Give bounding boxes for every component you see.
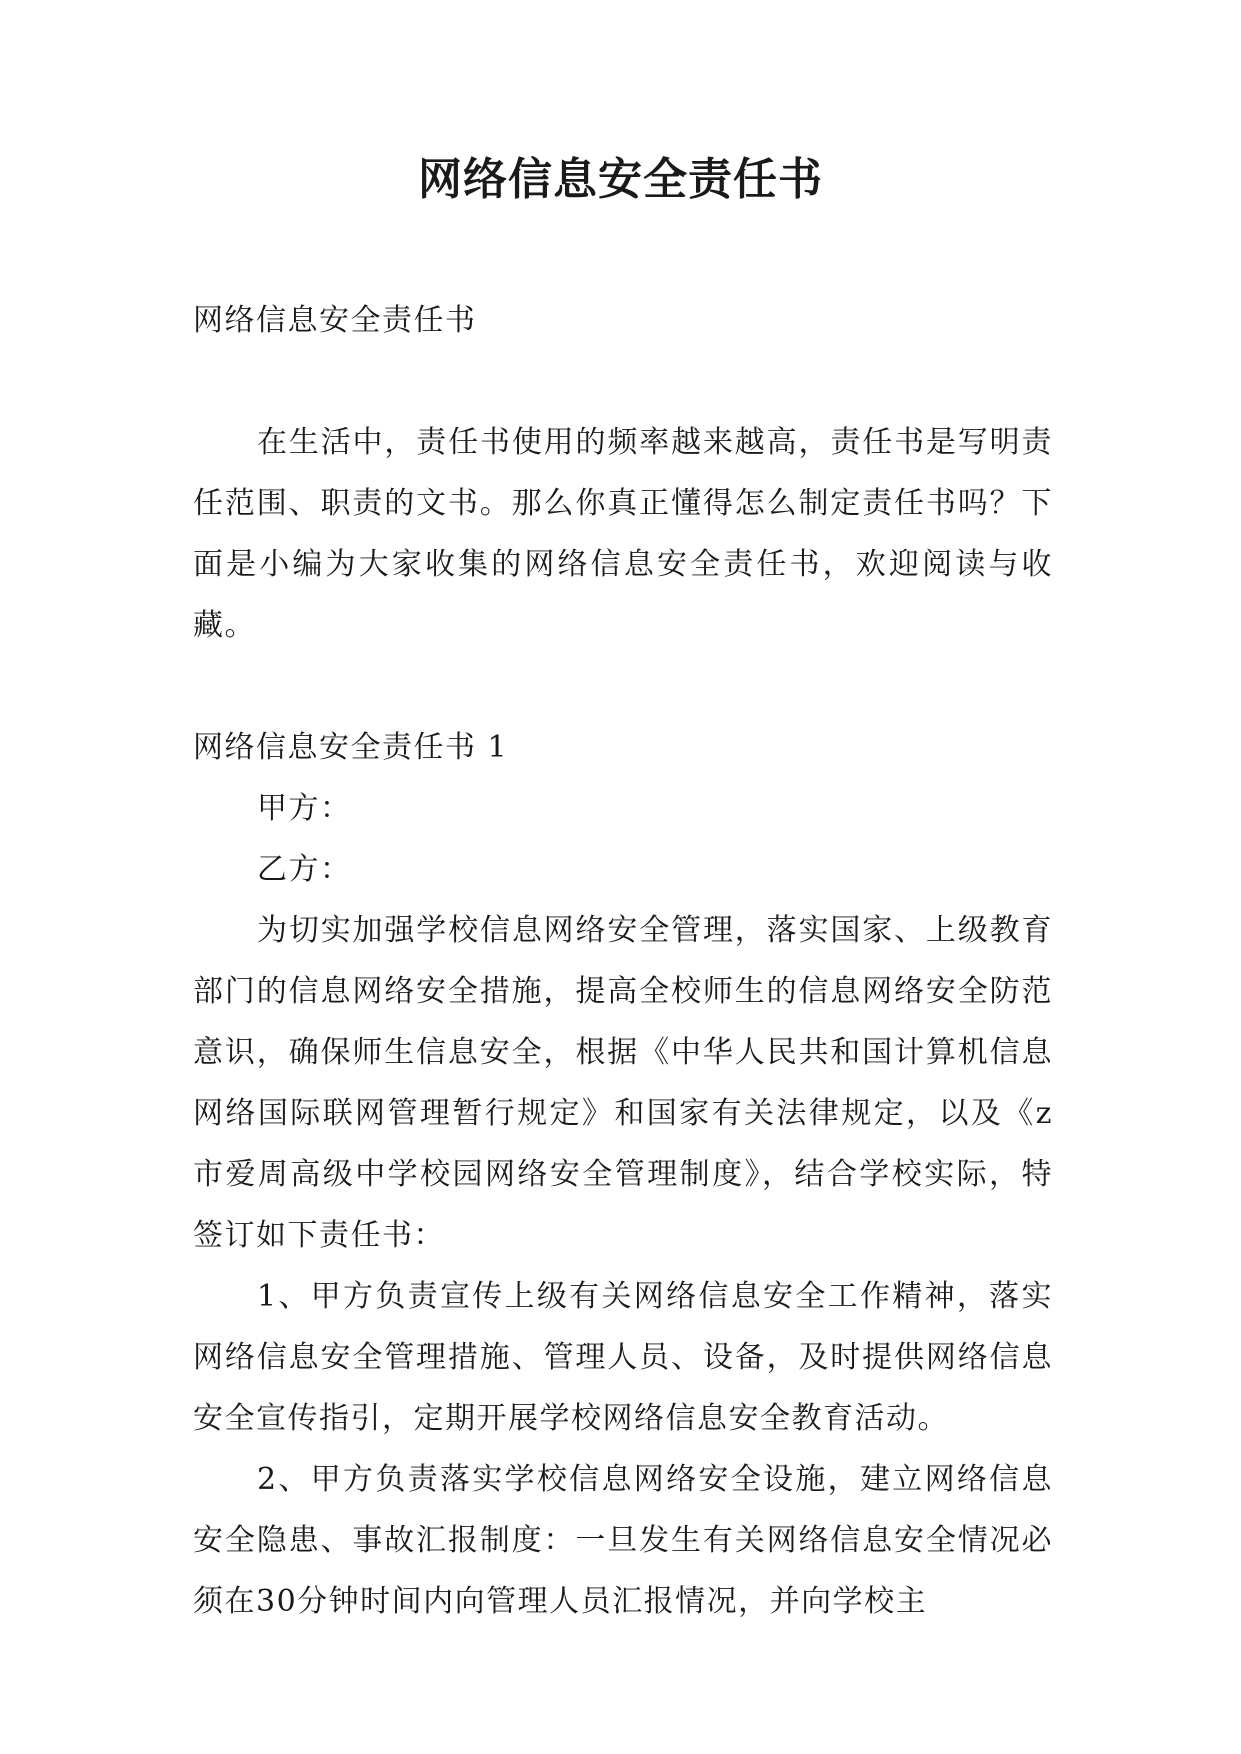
purpose-paragraph: 为切实加强学校信息网络安全管理，落实国家、上级教育部门的信息网络安全措施，提高全校师生的信息网络安全防范意识，确保师生信息安全，根据《中华人民共和国计算机信息网络国际联网管理暂行规定》和国家有关法律规定，以及《z市爱周高级中学校园网络安全管理制度》，结合学校实际，特签订如下责任书： (193, 913, 1053, 1253)
document-subtitle: 网络信息安全责任书 (193, 303, 477, 338)
section-title: 网络信息安全责任书 1 (193, 730, 509, 765)
document-title: 网络信息安全责任书 (418, 154, 823, 205)
party-a-line: 甲方： (257, 791, 352, 826)
party-b-line: 乙方： (257, 852, 352, 887)
clause-2: 2、甲方负责落实学校信息网络安全设施，建立网络信息安全隐患、事故汇报制度：一旦发生有关网络信息安全情况必须在30分钟时间内向管理人员汇报情况，并向学校主 (193, 1462, 1053, 1619)
document-body (193, 290, 1053, 1632)
intro-paragraph: 在生活中，责任书使用的频率越来越高，责任书是写明责任范围、职责的文书。那么你真正懂得怎么制定责任书吗？下面是小编为大家收集的网络信息安全责任书，欢迎阅读与收藏。 (193, 425, 1053, 643)
clause-1: 1、甲方负责宣传上级有关网络信息安全工作精神，落实网络信息安全管理措施、管理人员、设备，及时提供网络信息安全宣传指引，定期开展学校网络信息安全教育活动。 (193, 1279, 1053, 1436)
